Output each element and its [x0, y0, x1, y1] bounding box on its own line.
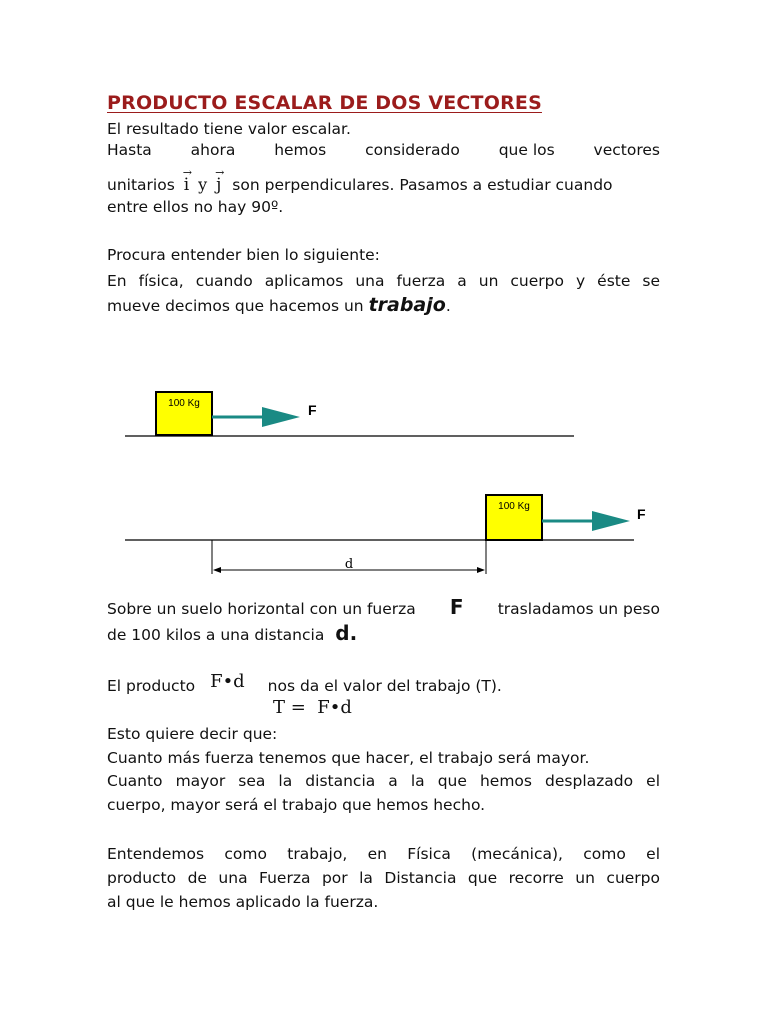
text-span: unitarios: [107, 176, 175, 194]
paragraph-line: producto de una Fuerza por la Distancia que recorre un cuerpo: [107, 869, 660, 887]
paragraph-line: al que le hemos aplicado la fuerza.: [107, 893, 379, 911]
force-label: F: [637, 506, 646, 522]
formula-product: F•d: [210, 671, 245, 692]
paragraph-line: Entendemos como trabajo, en Física (mecánica), como el: [107, 845, 660, 863]
paragraph-line: En física, cuando aplicamos una fuerza a un cuerpo y éste se: [107, 272, 660, 290]
emphasis-force: F: [449, 595, 464, 619]
formula-work: T = F•d: [273, 697, 352, 718]
page-title: PRODUCTO ESCALAR DE DOS VECTORES: [107, 92, 542, 114]
text-span: son perpendiculares. Pasamos a estudiar cuando: [232, 176, 613, 194]
paragraph-scalar-result: El resultado tiene valor escalar.: [107, 120, 351, 138]
paragraph-line: [107, 294, 451, 318]
word: Hasta: [107, 141, 152, 159]
force-label: F: [308, 402, 317, 418]
text-span: Sobre un suelo horizontal con un fuerza: [107, 600, 416, 618]
paragraph-line: [107, 671, 502, 698]
word: que los: [498, 141, 555, 159]
distance-label: d: [344, 557, 354, 572]
paragraph-unit-vectors: [107, 166, 613, 197]
paragraph-line: [107, 622, 357, 647]
dimension-arrow-left: [213, 567, 221, 573]
weight-box-label: 100 Kg: [168, 398, 200, 409]
unit-vector-j: → j: [215, 166, 225, 195]
paragraph-line: cuerpo, mayor será el trabajo que hemos hecho.: [107, 796, 486, 814]
word: ahora: [190, 141, 236, 159]
paragraph-line: Procura entender bien lo siguiente:: [107, 246, 380, 264]
work-diagram: [0, 370, 768, 580]
paragraph-line: [107, 596, 660, 621]
force-arrow-head: [592, 511, 630, 531]
paragraph-line: Esto quiere decir que:: [107, 725, 278, 743]
text-span: de 100 kilos a una distancia: [107, 626, 325, 644]
paragraph-line-justified: [107, 139, 660, 162]
word: considerado: [365, 141, 460, 159]
weight-box-label: 100 Kg: [498, 501, 530, 512]
word: hemos: [274, 141, 327, 159]
paragraph-line: Cuanto más fuerza tenemos que hacer, el trabajo será mayor.: [107, 749, 590, 767]
force-arrow-head: [262, 407, 300, 427]
vector-letter: j: [216, 175, 222, 195]
text-span: nos da el valor del trabajo (T).: [267, 677, 502, 695]
word: vectores: [593, 141, 660, 159]
paragraph-line: entre ellos no hay 90º.: [107, 198, 284, 216]
emphasis-trabajo: trabajo: [368, 294, 446, 316]
conjunction: y: [198, 175, 208, 194]
paragraph-line: Cuanto mayor sea la distancia a la que hemos desplazado el: [107, 772, 660, 790]
emphasis-distance: d.: [335, 621, 358, 645]
unit-vector-i: → i: [182, 166, 192, 195]
text-span: El producto: [107, 677, 196, 695]
dimension-arrow-right: [477, 567, 485, 573]
text-span: mueve decimos que hacemos un: [107, 297, 364, 315]
text-span: trasladamos un peso: [497, 600, 660, 618]
vector-letter: i: [183, 175, 190, 195]
text-span: .: [445, 297, 451, 315]
